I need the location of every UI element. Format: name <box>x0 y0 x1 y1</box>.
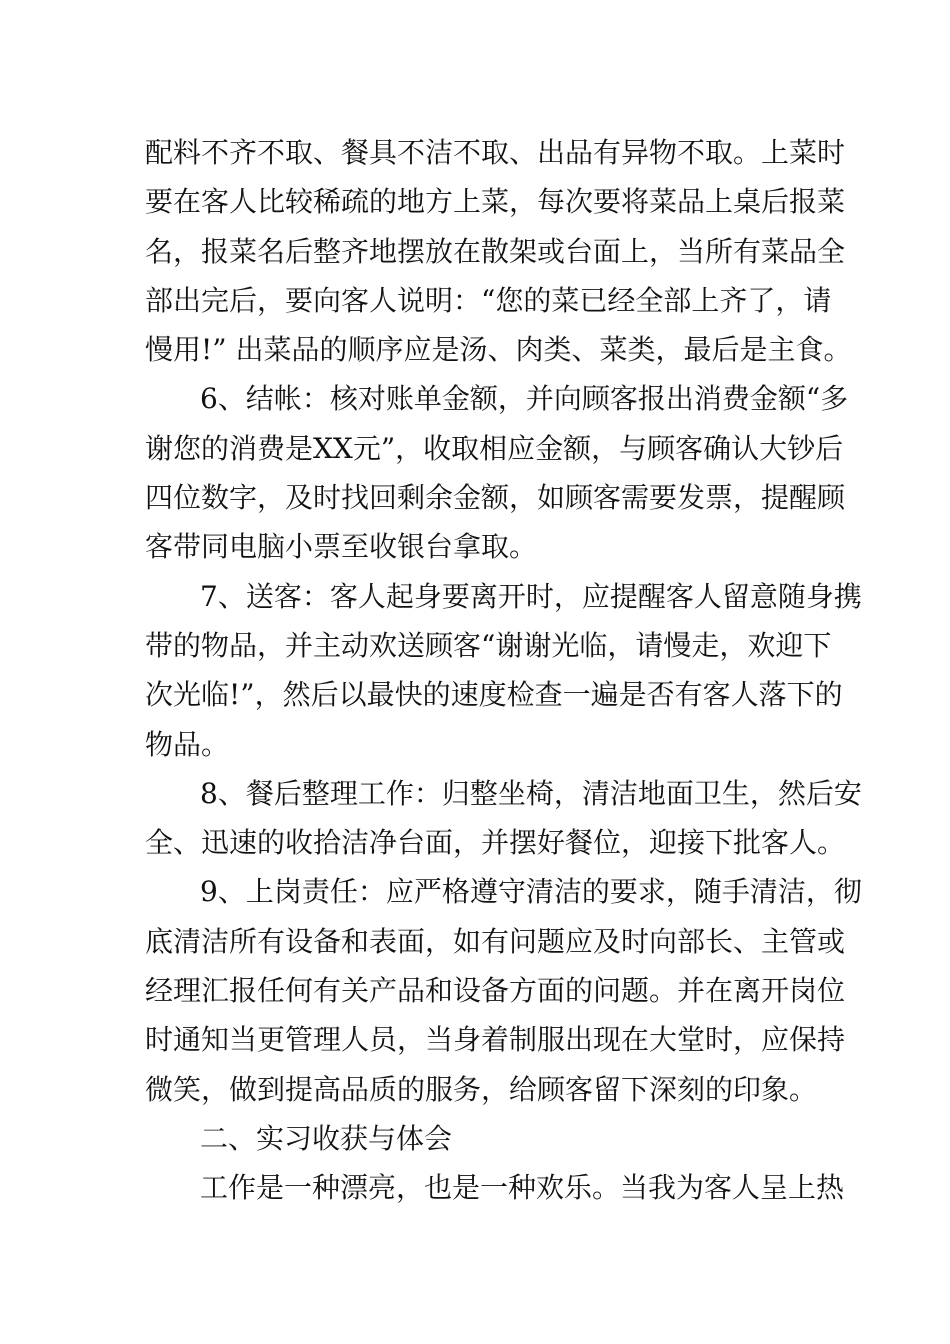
text-line: 配料不齐不取、餐具不洁不取、出品有异物不取。上菜时 <box>145 136 846 169</box>
text-line: 部出完后，要向客人说明：“您的菜已经全部上齐了，请 <box>145 283 832 317</box>
text-line: 带的物品，并主动欢送顾客“谢谢光临，请慢走，欢迎下 <box>145 628 832 662</box>
text-line: 全、迅速的收拾洁净台面，并摆好餐位，迎接下批客人。 <box>145 826 846 860</box>
text-line: 9、上岗责任：应严格遵守清洁的要求，随手清洁，彻 <box>200 875 862 909</box>
text-line: 微笑，做到提高品质的服务，给顾客留下深刻的印象。 <box>145 1072 818 1106</box>
text-line: 慢用!” 出菜品的顺序应是汤、肉类、菜类，最后是主食。 <box>145 333 852 367</box>
text-line: 时通知当更管理人员，当身着制服出现在大堂时，应保持 <box>145 1023 846 1057</box>
text-line: 8、餐后整理工作：归整坐椅，清洁地面卫生，然后安 <box>200 776 862 810</box>
text-line: 要在客人比较稀疏的地方上菜，每次要将菜品上桌后报菜 <box>145 185 846 219</box>
text-line: 6、结帐：核对账单金额，并向顾客报出消费金额“多 <box>200 382 849 416</box>
text-line: 二、实习收获与体会 <box>200 1121 453 1155</box>
text-line: 谢您的消费是XX元”，收取相应金额，与顾客确认大钞后 <box>145 431 844 465</box>
text-line: 经理汇报任何有关产品和设备方面的问题。并在离开岗位 <box>145 974 846 1008</box>
text-line: 客带同电脑小票至收银台拿取。 <box>145 530 538 564</box>
text-line: 次光临!”，然后以最快的速度检查一遍是否有客人落下的 <box>145 678 843 712</box>
text-line: 名，报菜名后整齐地摆放在散架或台面上，当所有菜品全 <box>145 234 846 268</box>
text-line: 7、送客：客人起身要离开时，应提醒客人留意随身携 <box>200 579 862 613</box>
text-line: 四位数字，及时找回剩余金额，如顾客需要发票，提醒顾 <box>145 481 846 515</box>
text-line: 底清洁所有设备和表面，如有问题应及时向部长、主管或 <box>145 924 846 958</box>
document-body-text <box>145 128 862 1213</box>
text-line: 物品。 <box>145 727 230 761</box>
text-line: 工作是一种漂亮，也是一种欢乐。当我为客人呈上热 <box>200 1171 845 1205</box>
